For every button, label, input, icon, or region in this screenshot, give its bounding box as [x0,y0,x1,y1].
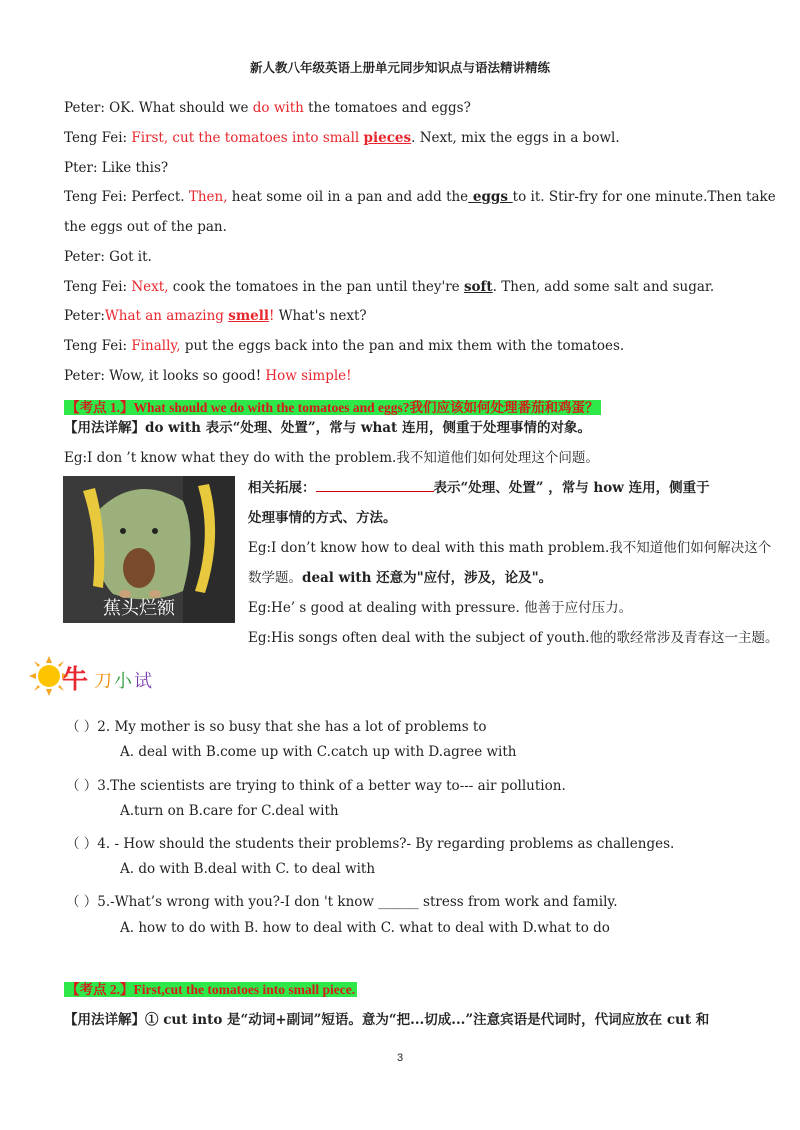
question-stem: （ ）4. - How should the students their problems?- By regarding problems as challenges. [66,836,675,852]
meme-image [63,476,235,623]
key-point-2-heading: 【考点 2.】First,cut the tomatoes into small piece. [66,982,356,997]
question-stem: （ ）5.-What’s wrong with you?-I don 't know ______ stress from work and family. [66,894,618,910]
related-extension-line: 处理事情的方式、方法。 [248,510,397,526]
example-sentence: Eg:I don ’t know what they do with the problem.我不知道他们如何处理这个问题。 [64,450,599,466]
dialogue-line: Peter: OK. What should we do with the tomatoes and eggs? [64,100,471,116]
dialogue-line: Peter: Wow, it looks so good! How simple! [64,368,352,384]
usage-explanation-1: 【用法详解】do with 表示“处理、处置”，常与 what 连用，侧重于处理事情的对象。 [64,420,591,436]
dialogue-line: Peter: Got it. [64,249,152,265]
question-options: A. do with B.deal with C. to deal with [120,861,376,877]
question-stem: （ ）3.The scientists are trying to think of a better way to--- air pollution. [66,778,566,794]
pic-caption: 蕉头烂额 [103,598,175,619]
fill-blank[interactable] [316,479,434,492]
example-sentence: Eg:I don’t know how to deal with this math problem.我不知道他们如何解决这个 [248,540,772,556]
dialogue-line: Peter:What an amazing smell! What's next? [64,308,367,324]
key-point-1-heading: 【考点 1.】What should we do with the tomatoes and eggs?我们应该如何处理番茄和鸡蛋？ [66,400,599,415]
practice-logo: 牛 刀 小 试 [28,655,158,697]
example-sentence: Eg:He’ s good at dealing with pressure. 他善于应付压力。 [248,600,633,616]
banana-avocado-illustration [63,476,235,623]
dialogue-line: Pter: Like this? [64,160,169,176]
example-sentence: Eg:His songs often deal with the subject of youth.他的歌经常涉及青春这一主题。 [248,630,779,646]
dialogue-line: Teng Fei: Finally, put the eggs back into the pan and mix them with the tomatoes. [64,338,625,354]
answer-paren[interactable]: （ ） [66,894,98,910]
dialogue-line: the eggs out of the pan. [64,219,227,235]
answer-paren[interactable]: （ ） [66,836,98,852]
dialogue-line: Teng Fei: Perfect. Then, heat some oil in a pan and add the eggs to it. Stir-fry for one minute.Then take [64,189,776,205]
question-options: A. how to do with B. how to deal with C. what to deal with D.what to do [120,920,610,936]
dialogue-line: Teng Fei: Next, cook the tomatoes in the pan until they're soft. Then, add some salt and sugar. [64,279,715,295]
page-header: 新人教八年级英语上册单元同步知识点与语法精讲精练 [249,60,550,75]
question-stem: （ ）2. My mother is so busy that she has a lot of problems to [66,719,487,735]
example-sentence: 数学题。deal with 还意为"应付，涉及，论及"。 [248,570,553,586]
related-extension-line: 相关拓展： 表示“处理、处置” ，常与 how 连用，侧重于 [248,480,710,496]
usage-explanation-2: 【用法详解】① cut into 是“动词+副词”短语。意为“把...切成...”注意宾语是代词时，代词应放在 cut 和 [64,1012,710,1028]
page-number: 3 [396,1052,404,1064]
answer-paren[interactable]: （ ） [66,719,98,735]
dialogue-line: Teng Fei: First, cut the tomatoes into small pieces. Next, mix the eggs in a bowl. [64,130,620,146]
answer-paren[interactable]: （ ） [66,778,98,794]
question-options: A.turn on B.care for C.deal with [120,803,339,819]
question-options: A. deal with B.come up with C.catch up with D.agree with [120,744,517,760]
